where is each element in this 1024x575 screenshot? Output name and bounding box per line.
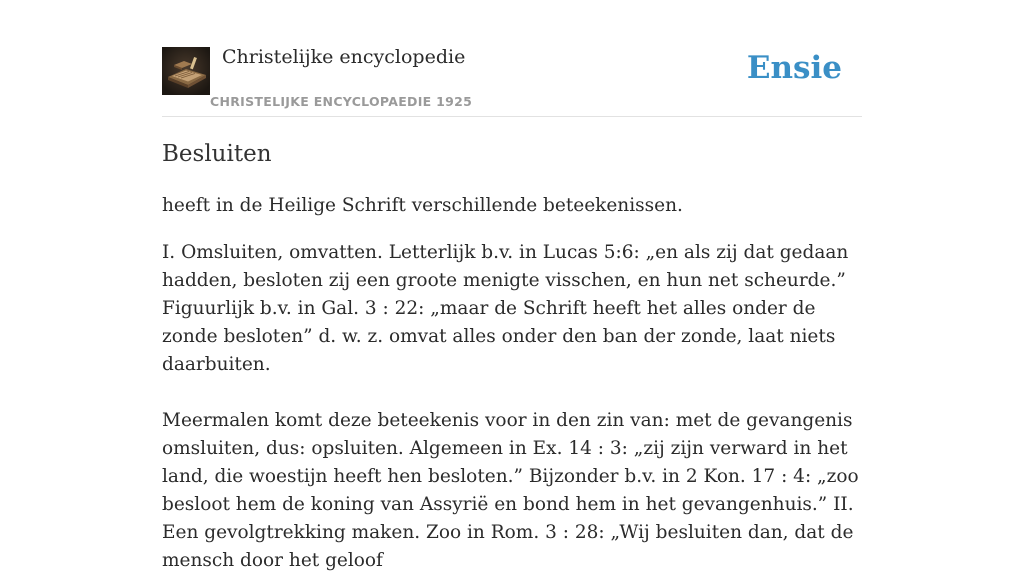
book-title-link[interactable]: Christelijke encyclopedie [222,46,466,68]
article-paragraph-2: I. Omsluiten, omvatten. Letterlijk b.v. in Lucas 5:6: „en als zij dat gedaan hadden, besloten zij een groote menigte visschen, en hun net scheurde.” Figuurlijk b.v. in Gal. 3 : 22: „maar de Schrift heeft het alles onder de zonde besloten” d. w. z. omvat alles onder den ban der zonde, laat niets daarbuiten. [162,242,849,375]
book-cover-icon [162,47,210,95]
article [162,136,862,575]
book-cover-avatar[interactable] [162,47,210,95]
article-title: Besluiten [162,141,272,167]
article-paragraph-3: Meermalen komt deze beteekenis voor in den zin van: met de gevangenis omsluiten, dus: opsluiten. Algemeen in Ex. 14 : 3: „zij zijn verward in het land, die woestijn heeft hen besloten.” Bijzonder b.v. in 2 Kon. 17 : 4: „zoo besloot hem de koning van Assyrië en bond hem in het gevangenhuis.” II. Een gevolgtrekking maken. Zoo in Rom. 3 : 28: „Wij besluiten dan, dat de mensch door het geloof [162,410,859,571]
site-header [162,40,862,117]
ensie-logo-link[interactable]: Ensie [746,50,842,86]
book-subtitle: CHRISTELIJKE ENCYCLOPAEDIE 1925 [210,94,473,109]
article-paragraph-1: heeft in de Heilige Schrift verschillende beteekenissen. [162,195,683,216]
